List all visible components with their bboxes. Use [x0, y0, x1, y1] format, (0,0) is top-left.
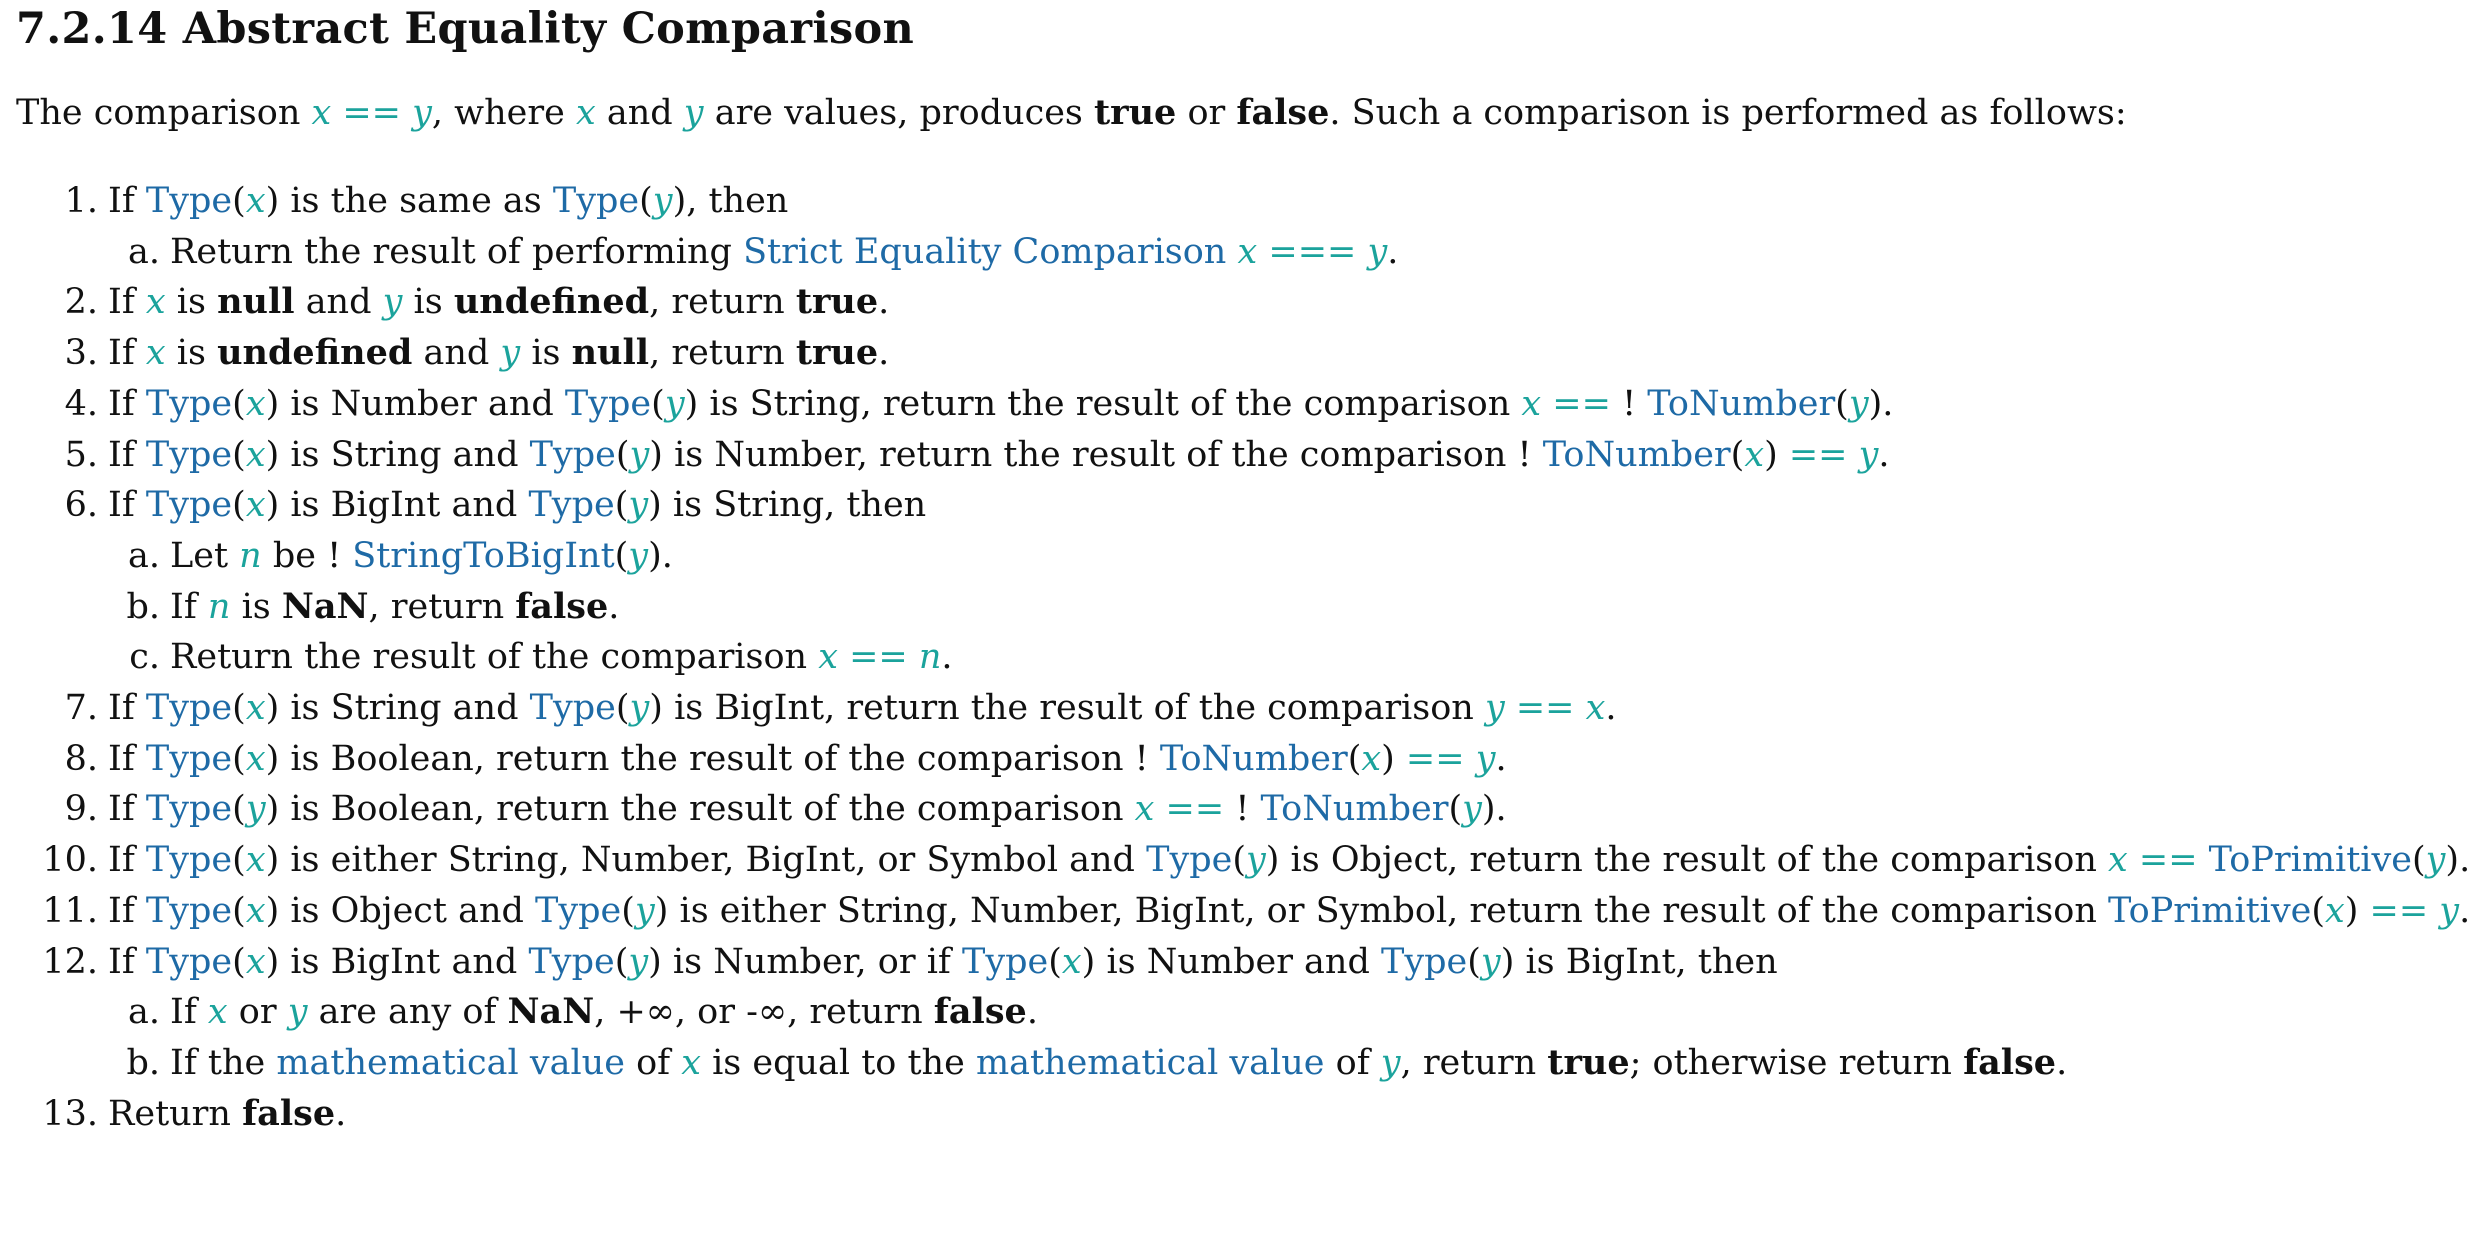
text-run: If: [108, 789, 146, 830]
text-run: ): [1764, 434, 1778, 475]
spec-link[interactable]: Type: [535, 890, 622, 931]
step-number: 5.: [64, 434, 98, 475]
text-run: ) is Object, return the result of the comparison: [1265, 840, 2109, 881]
keyword-value: true: [795, 281, 879, 323]
spec-link[interactable]: StringToBigInt: [352, 535, 615, 576]
variable: y: [1480, 941, 1501, 982]
variable: y: [245, 789, 266, 830]
text-run: ) is Object and: [265, 890, 536, 931]
text-run: Return the result of performing: [170, 231, 744, 272]
operator: ==: [1504, 688, 1586, 728]
variable: y: [634, 890, 655, 931]
spec-link[interactable]: Type: [528, 941, 615, 982]
text-run: ), then: [672, 181, 789, 221]
text-run: .: [335, 1093, 347, 1134]
text-run: If: [108, 434, 146, 475]
text-run: , return: [368, 586, 516, 627]
text-run: (: [1347, 738, 1362, 779]
spec-link[interactable]: Type: [529, 688, 616, 728]
keyword-value: NaN: [281, 585, 369, 627]
keyword-value: false: [515, 585, 609, 627]
text-run: If: [108, 485, 146, 526]
algorithm-step: [18, 837, 2470, 883]
variable: y: [2425, 840, 2446, 881]
text-run: ) is BigInt and: [265, 941, 529, 982]
text-run: ).: [1481, 789, 1507, 830]
text-run: ) is String and: [265, 688, 530, 728]
operator: ==: [1541, 383, 1623, 424]
text-run: !: [1622, 383, 1648, 424]
variable: y: [1484, 688, 1505, 728]
text-run: ) is the same as: [265, 181, 553, 221]
spec-link[interactable]: Type: [145, 789, 233, 830]
variable: x: [245, 738, 266, 779]
step-number: 2.: [64, 282, 98, 323]
text-run: (: [1730, 434, 1745, 475]
text-run: If: [170, 586, 208, 627]
variable: y: [628, 535, 649, 576]
keyword-value: false: [242, 1092, 336, 1134]
spec-link[interactable]: Type: [145, 890, 233, 931]
algorithm-step: [18, 685, 1617, 731]
spec-link[interactable]: ToNumber: [1647, 383, 1836, 424]
text-run: are any of: [307, 992, 508, 1033]
algorithm-step: [18, 482, 926, 528]
text-run: ) is String and: [265, 434, 530, 475]
variable: x: [145, 333, 166, 374]
text-run: .: [608, 586, 620, 627]
text-run: If: [108, 282, 146, 323]
variable: y: [287, 992, 308, 1033]
text-run: (: [651, 383, 665, 424]
text-run: .: [1495, 738, 1507, 779]
variable: x: [2324, 890, 2345, 931]
spec-link[interactable]: ToNumber: [1542, 434, 1731, 475]
variable: y: [628, 485, 649, 526]
variable: x: [311, 93, 332, 133]
text-run: (: [621, 890, 635, 931]
step-number: a.: [128, 992, 160, 1033]
text-run: (: [232, 738, 246, 779]
step-number: a.: [128, 535, 160, 576]
text-run: If: [108, 738, 146, 779]
spec-link[interactable]: Type: [528, 485, 615, 526]
keyword-value: false: [1963, 1041, 2057, 1083]
spec-link[interactable]: Type: [145, 383, 233, 424]
text-run: .: [2056, 1042, 2068, 1083]
text-run: .: [878, 333, 890, 374]
text-run: .: [1605, 688, 1617, 728]
text-run: be !: [261, 535, 353, 576]
text-run: ) is String, return the result of the comparison: [684, 383, 1522, 424]
variable: x: [575, 93, 596, 133]
spec-link[interactable]: ToPrimitive: [2208, 840, 2412, 881]
text-run: ): [1381, 738, 1395, 779]
text-run: If: [108, 688, 146, 728]
text-run: (: [232, 181, 246, 221]
algorithm-step: [18, 279, 889, 325]
step-number: 11.: [42, 890, 98, 931]
text-run: (: [232, 941, 246, 982]
variable: x: [245, 890, 266, 931]
text-run: ): [2344, 890, 2359, 931]
text-run: is equal to the: [700, 1042, 976, 1083]
algorithm-step: [18, 178, 788, 224]
text-run: , where: [431, 93, 576, 133]
text-run: are values, produces: [703, 93, 1094, 133]
spec-link[interactable]: ToNumber: [1260, 789, 1449, 830]
variable: y: [500, 333, 521, 374]
text-run: .: [1026, 992, 1038, 1033]
variable: x: [1134, 789, 1155, 830]
keyword-value: true: [1094, 92, 1177, 133]
step-number: b.: [126, 1042, 160, 1083]
algorithm-substep: [100, 1040, 2067, 1086]
text-run: ) is Number, return the result of the comparison !: [649, 434, 1543, 475]
text-run: .: [1878, 434, 1890, 475]
spec-link[interactable]: Type: [1146, 840, 1233, 881]
text-run: (: [2411, 840, 2426, 881]
text-run: ) is Boolean, return the result of the comparison: [265, 789, 1135, 830]
algorithm-step: [18, 888, 2470, 934]
keyword-value: true: [795, 332, 879, 374]
variable: x: [818, 637, 838, 678]
variable: x: [245, 688, 266, 728]
text-run: is: [520, 333, 572, 374]
text-run: . Such a comparison is performed as follows:: [1329, 93, 2127, 133]
variable: x: [245, 181, 266, 221]
text-run: If: [108, 383, 146, 424]
variable: y: [1858, 434, 1879, 475]
spec-link[interactable]: Type: [145, 688, 233, 728]
text-run: (: [614, 485, 629, 526]
text-run: (: [2311, 890, 2325, 931]
spec-link[interactable]: Type: [145, 434, 233, 475]
text-run: ) is either String, Number, BigInt, or Symbol and: [265, 840, 1147, 881]
operator: ==: [1394, 738, 1476, 779]
text-run: (: [232, 789, 246, 830]
step-number: 12.: [42, 941, 98, 982]
variable: y: [1475, 738, 1496, 779]
text-run: ) is BigInt, return the result of the comparison: [649, 688, 1485, 728]
text-run: ).: [1868, 383, 1894, 424]
text-run: (: [232, 434, 246, 475]
algorithm-substep: [100, 229, 1398, 275]
variable: y: [1848, 383, 1869, 424]
spec-link[interactable]: ToPrimitive: [2108, 890, 2312, 931]
text-run: ) is Boolean, return the result of the comparison !: [265, 738, 1160, 779]
step-number: 3.: [64, 333, 98, 374]
text-run: of: [624, 1042, 682, 1083]
variable: x: [245, 840, 266, 881]
text-run: (: [232, 383, 246, 424]
text-run: .: [941, 637, 953, 678]
variable: y: [1367, 231, 1388, 272]
variable: x: [245, 434, 266, 475]
variable: x: [1744, 434, 1765, 475]
text-run: , return: [1400, 1042, 1548, 1083]
spec-link[interactable]: Type: [145, 738, 233, 779]
text-run: (: [615, 688, 630, 728]
text-run: (: [615, 434, 630, 475]
step-number: 10.: [42, 840, 98, 881]
text-run: .: [2459, 890, 2470, 931]
algorithm-substep: [100, 584, 619, 630]
text-run: (: [232, 890, 246, 931]
variable: x: [245, 941, 266, 982]
text-run: (: [1448, 789, 1463, 830]
variable: n: [918, 637, 942, 678]
variable: x: [681, 1042, 701, 1083]
spec-link[interactable]: Strict Equality Comparison: [743, 231, 1227, 272]
spec-link[interactable]: mathematical value: [276, 1042, 625, 1083]
text-run: ).: [648, 535, 673, 576]
variable: x: [245, 383, 266, 424]
algorithm-step: [18, 736, 1507, 782]
text-run: (: [232, 840, 246, 881]
operator: ==: [331, 93, 413, 133]
text-run: If: [108, 890, 146, 931]
variable: y: [382, 282, 403, 323]
text-run: (: [639, 181, 653, 221]
algorithm-step: [18, 432, 1890, 478]
step-number: a.: [128, 231, 160, 272]
spec-link[interactable]: Type: [145, 840, 233, 881]
text-run: (: [232, 688, 246, 728]
text-run: If: [108, 333, 146, 374]
step-number: c.: [129, 637, 160, 678]
keyword-value: false: [933, 991, 1027, 1033]
variable: n: [239, 535, 262, 576]
text-run: Return the result of the comparison: [170, 637, 819, 678]
variable: y: [1246, 840, 1266, 881]
operator: ==: [1777, 434, 1859, 475]
variable: y: [629, 688, 650, 728]
step-number: 1.: [64, 181, 98, 221]
variable: y: [683, 93, 704, 133]
text-run: Return: [108, 1093, 243, 1134]
variable: x: [1521, 383, 1542, 424]
text-run: If: [170, 992, 208, 1033]
operator: ==: [837, 637, 919, 678]
step-number: 8.: [64, 738, 98, 779]
operator: ==: [2358, 890, 2440, 931]
variable: y: [412, 93, 432, 133]
variable: y: [1462, 789, 1482, 830]
spec-link[interactable]: Type: [145, 941, 233, 982]
text-run: If the: [170, 1042, 277, 1083]
text-run: ) is String, then: [648, 485, 927, 526]
text-run: (: [1467, 941, 1481, 982]
variable: y: [652, 181, 673, 221]
variable: y: [2439, 890, 2460, 931]
algorithm-substep: [100, 634, 953, 680]
variable: y: [1380, 1042, 1401, 1083]
text-run: .: [878, 282, 890, 323]
intro-paragraph: [16, 90, 2127, 136]
operator: ==: [2127, 840, 2209, 881]
text-run: If: [108, 181, 146, 221]
spec-link[interactable]: Type: [1381, 941, 1468, 982]
variable: x: [1585, 688, 1606, 728]
text-run: !: [1235, 789, 1261, 830]
text-run: ) is Number and: [265, 383, 565, 424]
variable: x: [1361, 738, 1382, 779]
spec-link[interactable]: Type: [962, 941, 1049, 982]
keyword-value: NaN: [507, 991, 595, 1033]
keyword-value: undefined: [217, 332, 413, 374]
spec-link[interactable]: mathematical value: [975, 1042, 1325, 1083]
algorithm-substep: [100, 533, 673, 579]
text-run: (: [1048, 941, 1062, 982]
algorithm-step: [18, 786, 1507, 832]
text-run: or: [1176, 93, 1237, 133]
variable: x: [145, 282, 166, 323]
text-run: [1226, 232, 1237, 272]
spec-link[interactable]: Type: [552, 181, 640, 221]
variable: x: [245, 485, 266, 526]
text-run: .: [1387, 231, 1399, 272]
text-run: and: [294, 282, 383, 323]
text-run: If: [108, 840, 146, 881]
text-run: and: [412, 333, 501, 374]
text-run: ; otherwise return: [1629, 1042, 1964, 1083]
variable: x: [1237, 231, 1258, 272]
algorithm-step: [18, 939, 1778, 985]
step-number: 13.: [42, 1093, 98, 1134]
variable: x: [207, 992, 228, 1033]
variable: y: [664, 383, 685, 424]
text-run: ) is BigInt and: [265, 485, 529, 526]
variable: y: [628, 941, 649, 982]
variable: y: [629, 434, 650, 475]
keyword-value: null: [571, 332, 650, 374]
spec-link[interactable]: Type: [529, 434, 616, 475]
text-run: , return: [649, 333, 796, 374]
variable: n: [207, 586, 231, 627]
step-number: 7.: [64, 688, 98, 728]
text-run: is: [165, 333, 218, 374]
keyword-value: undefined: [453, 281, 650, 323]
text-run: ) is Number and: [1081, 941, 1382, 982]
keyword-value: null: [217, 281, 295, 323]
algorithm-step: [18, 330, 889, 376]
text-run: (: [1835, 383, 1849, 424]
text-run: and: [595, 93, 684, 133]
step-number: 4.: [64, 383, 98, 424]
variable: x: [1061, 941, 1082, 982]
text-run: (: [614, 941, 629, 982]
algorithm-substep: [100, 989, 1038, 1035]
spec-link[interactable]: Type: [145, 181, 233, 221]
keyword-value: false: [1236, 92, 1330, 133]
operator: ==: [1154, 789, 1236, 830]
text-run: of: [1324, 1042, 1381, 1083]
spec-link[interactable]: ToNumber: [1159, 738, 1348, 779]
text-run: ).: [2445, 840, 2470, 881]
section-heading: 7.2.14 Abstract Equality Comparison: [16, 4, 915, 54]
text-run: (: [614, 535, 629, 576]
step-number: 6.: [64, 485, 98, 526]
text-run: is: [230, 586, 282, 627]
step-number: b.: [126, 586, 160, 627]
text-run: (: [1232, 840, 1246, 881]
text-run: The comparison: [16, 93, 312, 133]
keyword-value: true: [1547, 1041, 1630, 1083]
text-run: ) is Number, or if: [648, 941, 963, 982]
operator: ===: [1257, 231, 1368, 272]
text-run: or: [227, 992, 288, 1033]
variable: x: [2108, 840, 2128, 881]
text-run: (: [232, 485, 246, 526]
text-run: is: [165, 282, 218, 323]
text-run: If: [108, 941, 146, 982]
text-run: , return: [649, 282, 796, 323]
step-number: 9.: [64, 789, 98, 830]
algorithm-step: [18, 1091, 346, 1137]
spec-link[interactable]: Type: [564, 383, 652, 424]
text-run: ) is BigInt, then: [1500, 941, 1778, 982]
text-run: , +∞, or -∞, return: [594, 992, 934, 1033]
text-run: ) is either String, Number, BigInt, or Symbol, return the result of the comparison: [654, 890, 2109, 931]
spec-link[interactable]: Type: [145, 485, 233, 526]
text-run: Let: [170, 535, 240, 576]
text-run: is: [402, 282, 454, 323]
algorithm-step: [18, 381, 1893, 427]
